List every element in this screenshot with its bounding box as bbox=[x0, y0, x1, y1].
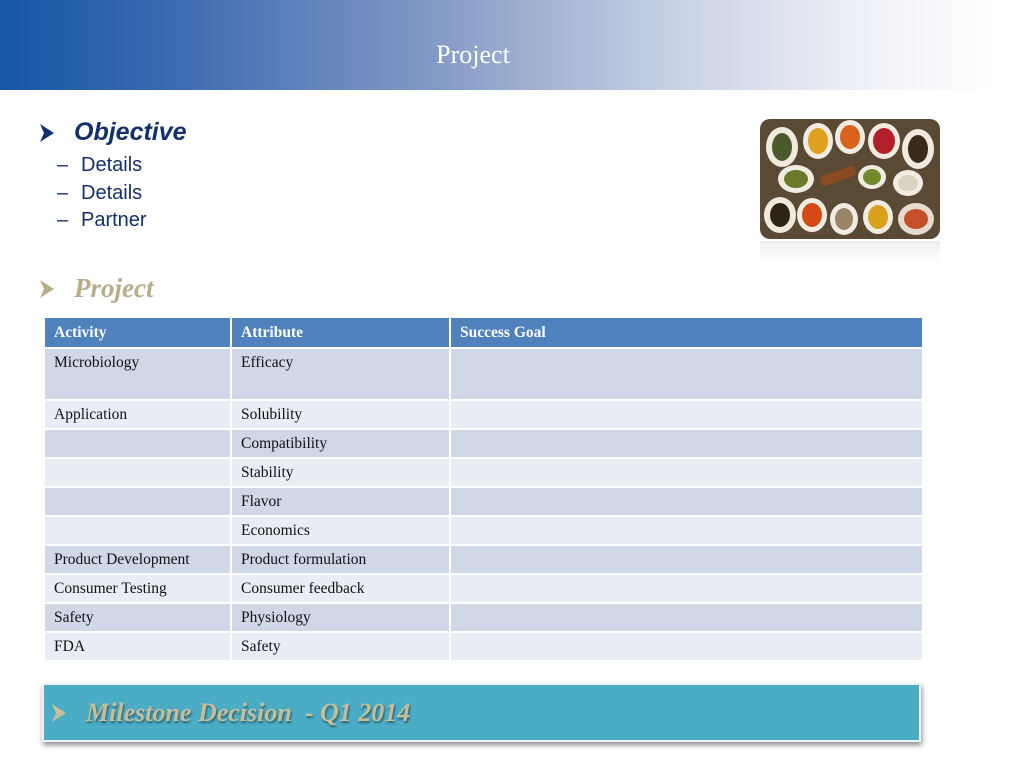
column-header-attribute: Attribute bbox=[231, 317, 450, 348]
table-cell: Safety bbox=[44, 603, 231, 632]
project-heading: Project bbox=[74, 273, 154, 303]
table-row bbox=[44, 458, 923, 487]
slide-title: Project bbox=[436, 40, 510, 69]
table-cell bbox=[450, 487, 923, 516]
table-cell: Microbiology bbox=[44, 348, 231, 400]
table-cell bbox=[44, 429, 231, 458]
table-cell bbox=[450, 348, 923, 400]
table-cell: Flavor bbox=[231, 487, 450, 516]
column-header-activity: Activity bbox=[44, 317, 231, 348]
spices-photo bbox=[760, 119, 940, 269]
table-cell: Product Development bbox=[44, 545, 231, 574]
project-table bbox=[43, 316, 924, 662]
table-cell bbox=[44, 458, 231, 487]
table-header-row bbox=[44, 317, 923, 348]
table-cell: FDA bbox=[44, 632, 231, 661]
arrowhead-bullet-icon bbox=[40, 280, 54, 298]
table-cell bbox=[450, 545, 923, 574]
table-cell: Efficacy bbox=[231, 348, 450, 400]
table-cell bbox=[450, 400, 923, 429]
table-cell: Safety bbox=[231, 632, 450, 661]
table-cell bbox=[450, 458, 923, 487]
table-row bbox=[44, 545, 923, 574]
milestone-banner bbox=[42, 683, 921, 742]
table-cell: Consumer feedback bbox=[231, 574, 450, 603]
arrowhead-bullet-icon bbox=[52, 704, 66, 722]
table-cell bbox=[450, 429, 923, 458]
table-row bbox=[44, 632, 923, 661]
table-cell bbox=[44, 516, 231, 545]
objective-bullet bbox=[40, 118, 187, 147]
table-row bbox=[44, 400, 923, 429]
table-cell bbox=[450, 603, 923, 632]
table-cell: Economics bbox=[231, 516, 450, 545]
column-header-success-goal: Success Goal bbox=[450, 317, 923, 348]
table-row bbox=[44, 603, 923, 632]
list-item: – Partner bbox=[57, 209, 147, 232]
project-bullet bbox=[40, 273, 153, 304]
table-cell: Product formulation bbox=[231, 545, 450, 574]
table-cell bbox=[450, 574, 923, 603]
table-cell: Stability bbox=[231, 458, 450, 487]
objective-heading: Objective bbox=[74, 118, 187, 146]
table-row bbox=[44, 429, 923, 458]
arrowhead-bullet-icon bbox=[40, 124, 54, 142]
objective-list bbox=[57, 152, 147, 235]
table-row bbox=[44, 574, 923, 603]
table-row bbox=[44, 348, 923, 400]
table-cell bbox=[450, 516, 923, 545]
table-cell: Compatibility bbox=[231, 429, 450, 458]
table-cell: Consumer Testing bbox=[44, 574, 231, 603]
table-cell: Application bbox=[44, 400, 231, 429]
milestone-text: Milestone Decision - Q1 2014 bbox=[86, 697, 411, 727]
table-cell bbox=[44, 487, 231, 516]
table-row bbox=[44, 516, 923, 545]
table-cell: Physiology bbox=[231, 603, 450, 632]
list-item: – Details bbox=[57, 181, 143, 204]
list-item: – Details bbox=[57, 154, 143, 177]
table-row bbox=[44, 487, 923, 516]
table-cell: Solubility bbox=[231, 400, 450, 429]
table-cell bbox=[450, 632, 923, 661]
